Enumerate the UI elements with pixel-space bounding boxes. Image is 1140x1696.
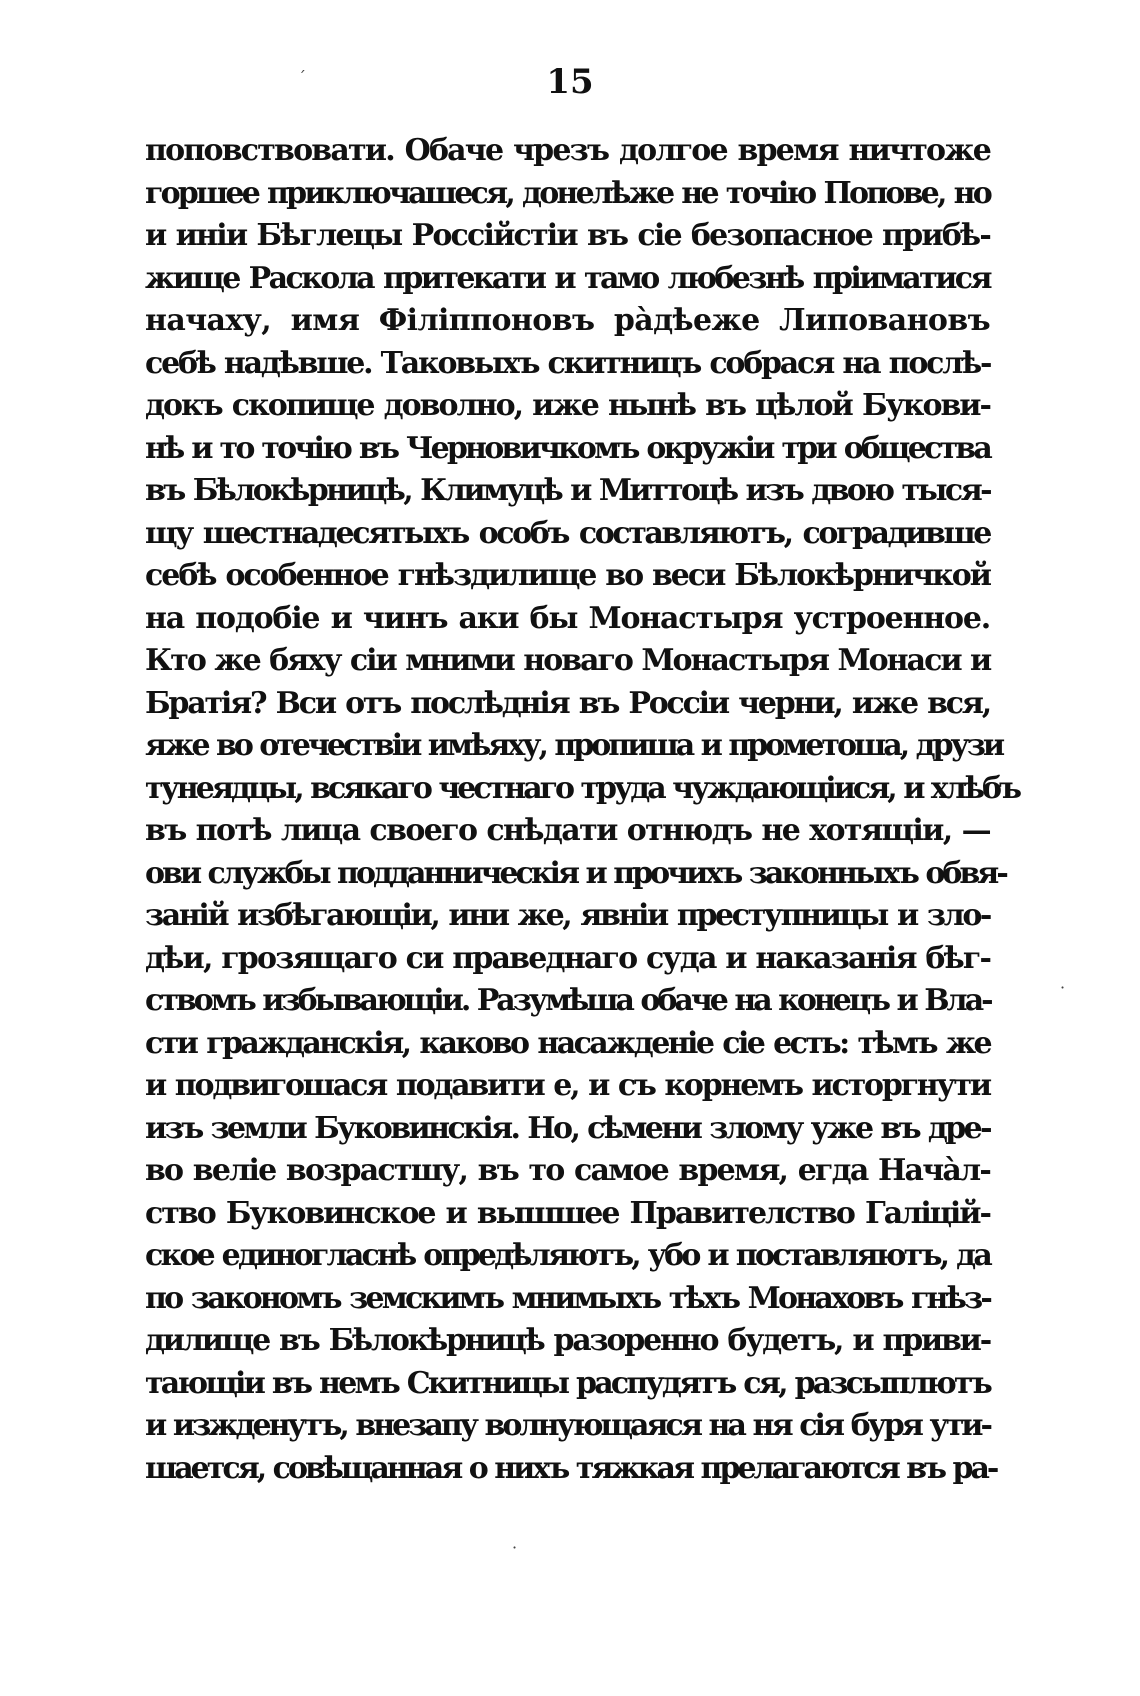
text-line: дилище въ Бѣлокѣрницѣ разоренно будетъ, и приви- — [145, 1323, 990, 1358]
text-line: заній избѣгающіи, ини же, явніи преступницы и зло- — [145, 898, 990, 933]
stray-mark: · — [512, 1538, 518, 1557]
text-line: ство Буковинское и вышшее Правителство Галіцій- — [145, 1195, 990, 1231]
text-line: и подвигошася подавити е, и съ корнемъ исторгнути — [145, 1068, 990, 1103]
text-line: въ потѣ лица своего снѣдати отнюдъ не хотящіи, — — [145, 813, 990, 848]
text-line: Братія? Вси отъ послѣднія въ Россіи черни, иже вся, — [145, 685, 990, 721]
text-line: себѣ особенное гнѣздилище во веси Бѣлокѣрничкой — [145, 558, 990, 593]
text-line: тунеядцы, всякаго честнаго труда чуждающіися, и хлѣбъ — [145, 770, 1020, 806]
text-line: сти гражданскія, каково насажденіе сіе есть: тѣмъ же — [145, 1025, 990, 1061]
text-line: себѣ надѣвше. Таковыхъ скитницъ собрася на послѣ- — [145, 345, 991, 381]
text-line: поповствовати. Обаче чрезъ долгое время ничтоже — [145, 133, 990, 168]
text-line: по закономъ земскимъ мнимыхъ тѣхъ Монаховъ гнѣз- — [145, 1280, 990, 1316]
text-line: нѣ и то точію въ Черновичкомъ окружіи три общества — [145, 430, 990, 466]
text-line: горшее приключашеся, донелѣже не точію Попове, но — [145, 175, 990, 211]
stray-mark: ´ — [298, 68, 306, 87]
text-line: начаху, имя Філіппоновъ рàдѣеже Липовановъ — [145, 303, 990, 338]
text-line: дѣи, грозящаго си праведнаго суда и наказанія бѣг- — [145, 940, 991, 976]
text-line: ови службы подданническія и прочихъ законныхъ обвя- — [145, 855, 1006, 891]
page-number: 15 — [546, 62, 594, 102]
text-line: и иніи Бѣглецы Россійстіи въ сіе безопасное прибѣ- — [145, 218, 990, 253]
text-line: въ Бѣлокѣрницѣ, Климуцѣ и Миттоцѣ изъ двою тыся- — [145, 473, 990, 508]
text-line: ское единогласнѣ опредѣляютъ, убо и поставляютъ, да — [145, 1238, 990, 1273]
text-line: докъ скопище доволно, иже нынѣ въ цѣлой Букови- — [145, 388, 990, 423]
text-line: жище Раскола притекати и тамо любезнѣ пріиматися — [145, 260, 990, 296]
text-line: тающіи въ немъ Скитницы распудятъ ся, разсыплютъ — [145, 1365, 990, 1401]
text-line: изъ земли Буковинскія. Но, сѣмени злому уже въ дре- — [145, 1110, 990, 1146]
text-line: Кто же бяху сіи мними новаго Монастыря Монаси и — [145, 643, 991, 678]
stray-mark: · — [1060, 978, 1066, 997]
text-line: на подобіе и чинъ аки бы Монастыря устроенное. — [145, 600, 990, 636]
text-line: шается, совѣщанная о нихъ тяжкая прелагаются въ ра- — [145, 1450, 997, 1486]
text-line: щу шестнадесятыхъ особъ составляютъ, соградивше — [145, 515, 990, 551]
text-line: ствомъ избывающіи. Разумѣша обаче на конецъ и Вла- — [145, 983, 991, 1018]
text-line: во веліе возрастшу, въ то самое время, егда Начàл- — [145, 1153, 990, 1188]
body-text — [145, 130, 1020, 1490]
text-line: яже во отечествіи имѣяху, пропиша и прометоша, друзи — [145, 728, 1003, 763]
text-line: и изжденутъ, внезапу волнующаяся на ня сія буря ути- — [145, 1408, 990, 1443]
